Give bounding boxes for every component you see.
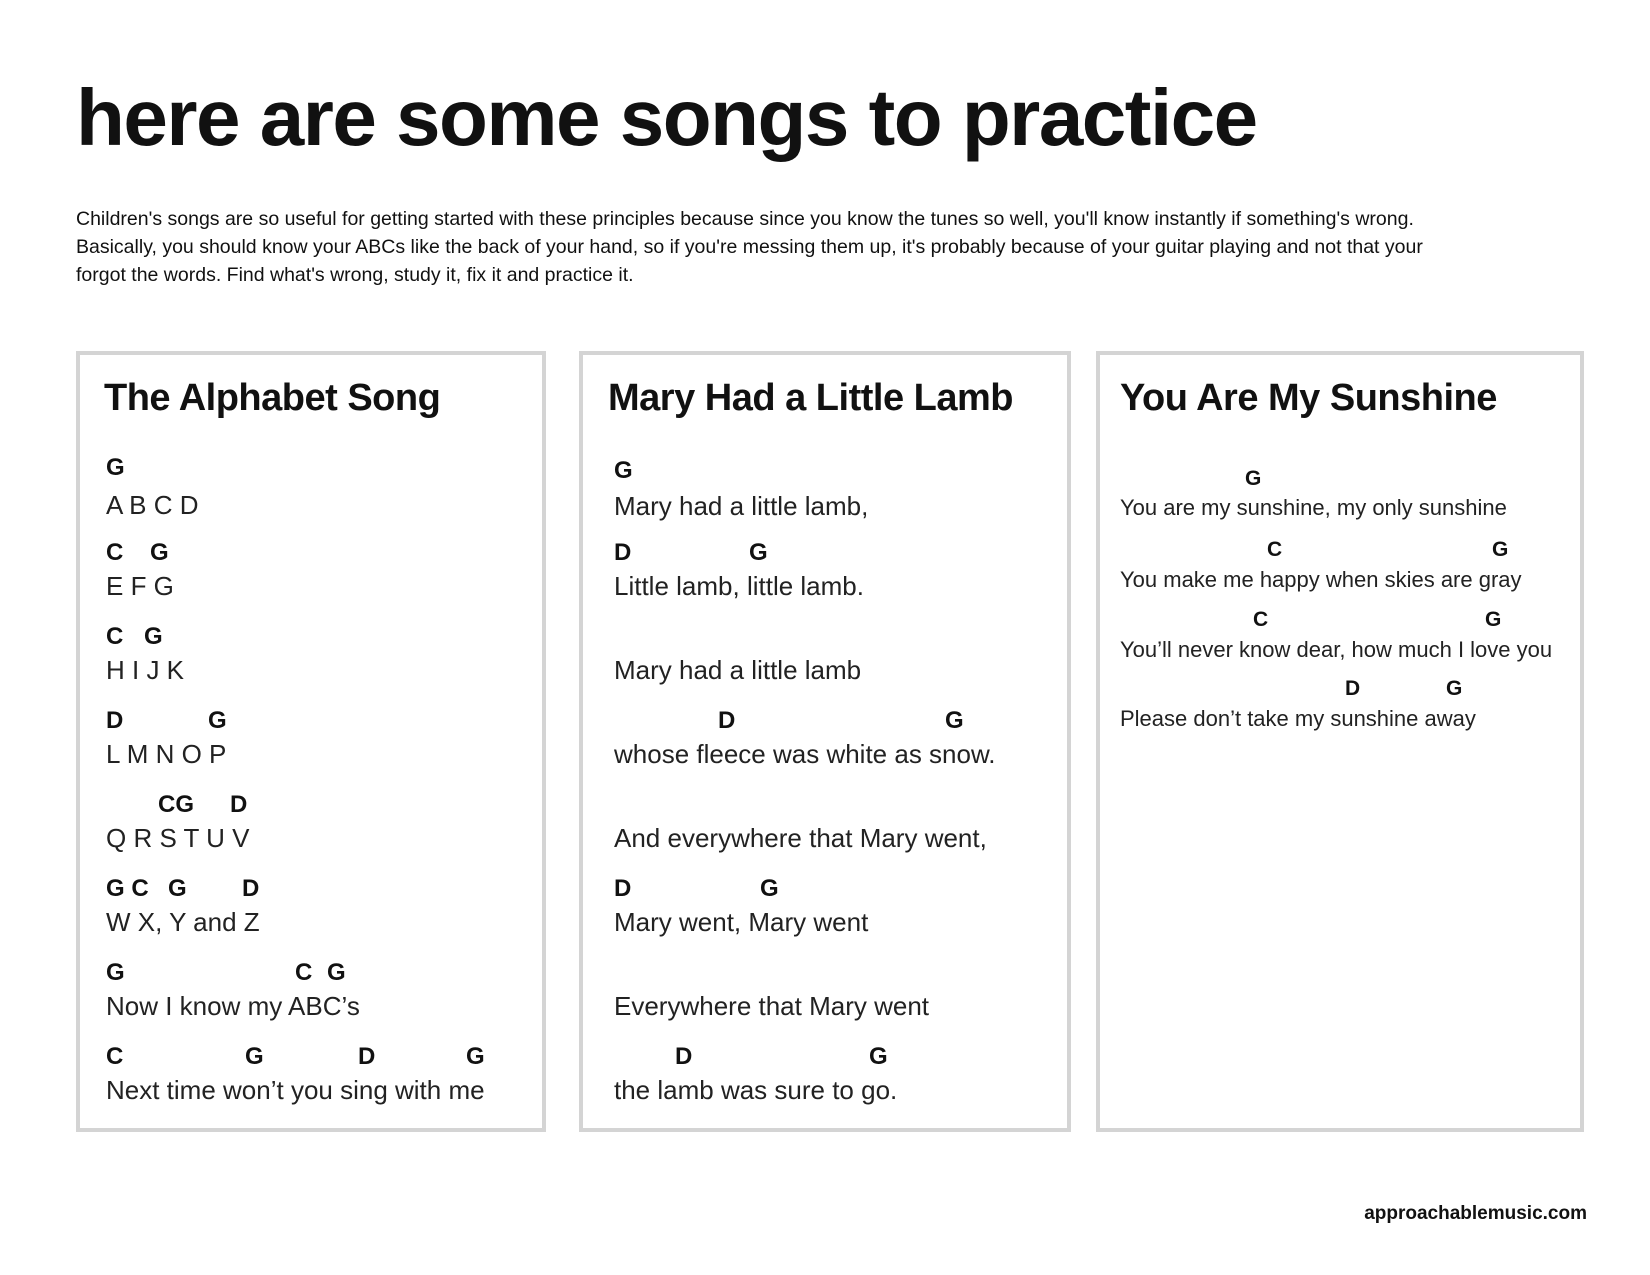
chord: C: [1253, 608, 1269, 631]
chord: C: [1267, 538, 1283, 561]
chord: G: [1492, 538, 1509, 561]
chord: G: [150, 539, 169, 566]
chord: G: [327, 959, 346, 986]
lyric-line: H I J K: [106, 655, 185, 685]
lyric-line: You are my sunshine, my only sunshine: [1120, 495, 1507, 520]
lyric-line: Mary had a little lamb: [614, 655, 862, 685]
chord: C: [106, 1043, 124, 1070]
site-url: approachablemusic.com: [1364, 1203, 1587, 1224]
chord: G: [1446, 677, 1463, 700]
chord: D: [358, 1043, 376, 1070]
lyric-line: E F G: [106, 571, 174, 601]
chord: D: [614, 875, 632, 902]
chord: G: [168, 875, 187, 902]
chord: D: [242, 875, 260, 902]
chord: G: [1485, 608, 1502, 631]
chord: D: [614, 539, 632, 566]
chord: C: [106, 539, 124, 566]
chord: C: [106, 623, 124, 650]
chord: G: [1245, 467, 1262, 490]
chord: G: [208, 707, 227, 734]
lyric-line: Please don’t take my sunshine away: [1120, 706, 1476, 731]
chord: G: [760, 875, 779, 902]
song-card-sunshine: [1096, 351, 1584, 1132]
lyric-line: the lamb was sure to go.: [614, 1075, 898, 1105]
chord: G: [245, 1043, 264, 1070]
chord: D: [106, 707, 124, 734]
lyric-line: whose fleece was white as snow.: [614, 739, 996, 769]
chord: D: [718, 707, 736, 734]
chord: CG: [158, 791, 194, 818]
lyric-line: L M N O P: [106, 739, 227, 769]
chord: G: [945, 707, 964, 734]
lyric-line: Now I know my ABC’s: [106, 991, 360, 1021]
chord: D: [675, 1043, 693, 1070]
chord: G C: [106, 875, 149, 902]
lyric-line: You’ll never know dear, how much I love you: [1120, 637, 1553, 662]
song-card-mary: [579, 351, 1071, 1132]
song-title: Mary Had a Little Lamb: [608, 377, 1013, 419]
song-card-alphabet: [76, 351, 546, 1132]
lyric-line: A B C D: [106, 490, 199, 520]
song-title: You Are My Sunshine: [1120, 377, 1497, 419]
lyric-line: W X, Y and Z: [106, 907, 260, 937]
chord: G: [614, 457, 633, 484]
song-title: The Alphabet Song: [104, 377, 441, 419]
chord: G: [106, 454, 125, 481]
lyric-line: And everywhere that Mary went,: [614, 823, 987, 853]
intro-paragraph: Children's songs are so useful for getting started with these principles because since you know the tunes so well, you'll know instantly if something's wrong. Basically, you should know your ABCs like the back of your hand, so if you're messing them up, it's probably because of your guitar playing and not that your forgot the words. Find what's wrong, study it, fix it and practice it.: [76, 208, 1423, 286]
chord: D: [230, 791, 248, 818]
lyric-line: Mary had a little lamb,: [614, 491, 869, 521]
lyric-line: Next time won’t you sing with me: [106, 1075, 485, 1105]
lyric-line: Little lamb, little lamb.: [614, 571, 864, 601]
chord: G: [466, 1043, 485, 1070]
chord: G: [869, 1043, 888, 1070]
chord: G: [144, 623, 163, 650]
chord: G: [106, 959, 125, 986]
chord: G: [749, 539, 768, 566]
lyric-line: Everywhere that Mary went: [614, 991, 930, 1021]
lyric-line: Mary went, Mary went: [614, 907, 869, 937]
page-title: here are some songs to practice: [76, 73, 1257, 162]
lyric-line: Q R S T U V: [106, 823, 250, 853]
lyric-line: You make me happy when skies are gray: [1120, 567, 1522, 592]
chord: C: [295, 959, 313, 986]
chord: D: [1345, 677, 1361, 700]
